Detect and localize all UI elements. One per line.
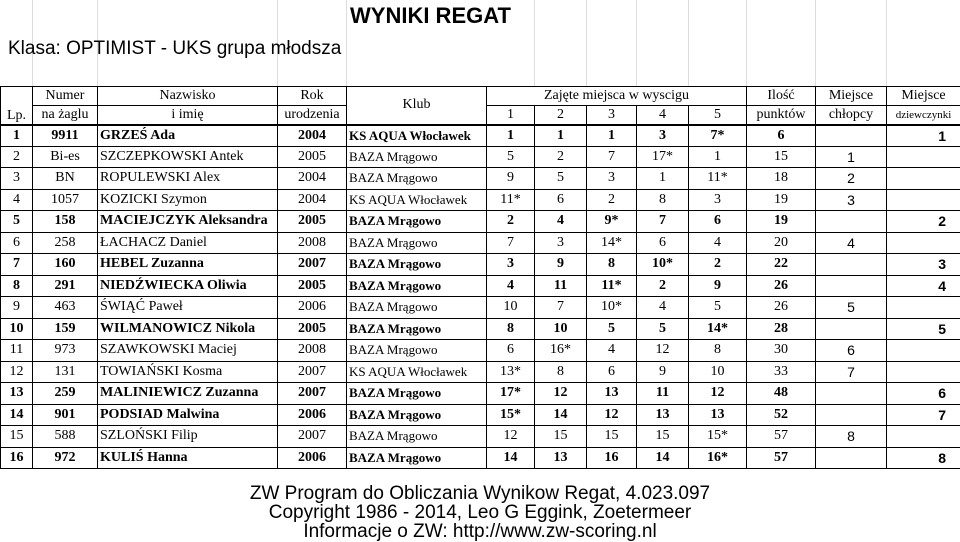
race-5-cell: 7*: [689, 125, 747, 147]
race-4-cell: 5: [637, 318, 689, 340]
boys-place-cell: 3: [816, 189, 887, 211]
race-2-cell: 2: [535, 146, 587, 168]
race-5-cell: 8: [689, 340, 747, 362]
lp-cell: 3: [1, 168, 33, 190]
boys-place-cell: 7: [816, 361, 887, 383]
year-cell: 2006: [278, 404, 347, 426]
race-4-cell: 2: [637, 275, 689, 297]
name-cell: MACIEJCZYK Aleksandra: [98, 211, 278, 233]
race-1-cell: 15*: [487, 404, 535, 426]
year-cell: 2005: [278, 146, 347, 168]
name-cell: TOWIAŃSKI Kosma: [98, 361, 278, 383]
club-cell: BAZA Mrągowo: [347, 426, 487, 448]
points-cell: 18: [747, 168, 816, 190]
girls-place-cell: [887, 426, 960, 448]
race-1-cell: 4: [487, 275, 535, 297]
lp-cell: 14: [1, 404, 33, 426]
header-nazwisko-2: i imię: [98, 106, 278, 125]
table-row: [1, 275, 960, 297]
header-race-2: 2: [535, 106, 587, 125]
race-3-cell: 15: [587, 426, 637, 448]
race-3-cell: 13: [587, 383, 637, 405]
points-cell: 57: [747, 426, 816, 448]
race-5-cell: 9: [689, 275, 747, 297]
lp-cell: 2: [1, 146, 33, 168]
table-row: [1, 383, 960, 405]
race-2-cell: 7: [535, 297, 587, 319]
footer-info: Informacje o ZW: http://www.zw-scoring.nl: [0, 522, 960, 541]
sail-number-cell: 131: [33, 361, 98, 383]
club-cell: BAZA Mrągowo: [347, 146, 487, 168]
lp-cell: 13: [1, 383, 33, 405]
race-1-cell: 5: [487, 146, 535, 168]
name-cell: HEBEL Zuzanna: [98, 254, 278, 276]
girls-place-cell: 4: [887, 275, 960, 297]
club-cell: BAZA Mrągowo: [347, 383, 487, 405]
race-3-cell: 3: [587, 168, 637, 190]
sail-number-cell: Bi-es: [33, 146, 98, 168]
race-5-cell: 14*: [689, 318, 747, 340]
lp-cell: 4: [1, 189, 33, 211]
table-row: [1, 447, 960, 469]
race-3-cell: 7: [587, 146, 637, 168]
club-cell: BAZA Mrągowo: [347, 254, 487, 276]
race-2-cell: 3: [535, 232, 587, 254]
sail-number-cell: BN: [33, 168, 98, 190]
header-miejsce-chlopcy: Miejsce: [816, 87, 887, 106]
race-1-cell: 13*: [487, 361, 535, 383]
race-5-cell: 2: [689, 254, 747, 276]
year-cell: 2007: [278, 254, 347, 276]
boys-place-cell: 4: [816, 232, 887, 254]
race-1-cell: 8: [487, 318, 535, 340]
header-miejsce-dziewczynki: Miejsce: [887, 87, 960, 106]
name-cell: SZCZEPKOWSKI Antek: [98, 146, 278, 168]
race-3-cell: 10*: [587, 297, 637, 319]
club-cell: BAZA Mrągowo: [347, 275, 487, 297]
club-cell: BAZA Mrągowo: [347, 232, 487, 254]
year-cell: 2008: [278, 340, 347, 362]
boys-place-cell: 8: [816, 426, 887, 448]
race-2-cell: 9: [535, 254, 587, 276]
race-5-cell: 13: [689, 404, 747, 426]
table-row: [1, 426, 960, 448]
race-4-cell: 13: [637, 404, 689, 426]
race-2-cell: 5: [535, 168, 587, 190]
table-row: [1, 254, 960, 276]
race-5-cell: 16*: [689, 447, 747, 469]
race-3-cell: 5: [587, 318, 637, 340]
name-cell: KOZICKI Szymon: [98, 189, 278, 211]
header-nazwisko: Nazwisko: [98, 87, 278, 106]
header-race-3: 3: [587, 106, 637, 125]
table-row: [1, 361, 960, 383]
sail-number-cell: 901: [33, 404, 98, 426]
header-race-1: 1: [487, 106, 535, 125]
header-lp: Lp.: [1, 87, 33, 125]
header-rok: Rok: [278, 87, 347, 106]
club-cell: BAZA Mrągowo: [347, 447, 487, 469]
race-3-cell: 4: [587, 340, 637, 362]
points-cell: 28: [747, 318, 816, 340]
race-3-cell: 1: [587, 125, 637, 147]
race-3-cell: 12: [587, 404, 637, 426]
points-cell: 48: [747, 383, 816, 405]
race-5-cell: 10: [689, 361, 747, 383]
girls-place-cell: [887, 340, 960, 362]
girls-place-cell: [887, 297, 960, 319]
table-row: [1, 232, 960, 254]
table-row: [1, 404, 960, 426]
race-2-cell: 16*: [535, 340, 587, 362]
footer-program: ZW Program do Obliczania Wynikow Regat, 4.023.097: [0, 484, 960, 503]
girls-place-cell: 3: [887, 254, 960, 276]
table-row: [1, 146, 960, 168]
lp-cell: 11: [1, 340, 33, 362]
boys-place-cell: [816, 254, 887, 276]
girls-place-cell: [887, 232, 960, 254]
race-4-cell: 10*: [637, 254, 689, 276]
year-cell: 2006: [278, 297, 347, 319]
girls-place-cell: 7: [887, 404, 960, 426]
girls-place-cell: 5: [887, 318, 960, 340]
points-cell: 57: [747, 447, 816, 469]
boys-place-cell: [816, 404, 887, 426]
race-3-cell: 2: [587, 189, 637, 211]
sail-number-cell: 588: [33, 426, 98, 448]
points-cell: 6: [747, 125, 816, 147]
header-numer-2: na żaglu: [33, 106, 98, 125]
name-cell: GRZEŚ Ada: [98, 125, 278, 147]
table-row: [1, 340, 960, 362]
race-2-cell: 6: [535, 189, 587, 211]
table-row: [1, 297, 960, 319]
race-5-cell: 1: [689, 146, 747, 168]
race-5-cell: 15*: [689, 426, 747, 448]
race-1-cell: 7: [487, 232, 535, 254]
points-cell: 26: [747, 275, 816, 297]
race-3-cell: 14*: [587, 232, 637, 254]
girls-place-cell: [887, 189, 960, 211]
girls-place-cell: 2: [887, 211, 960, 233]
name-cell: WILMANOWICZ Nikola: [98, 318, 278, 340]
race-3-cell: 16: [587, 447, 637, 469]
race-1-cell: 12: [487, 426, 535, 448]
table-row: [1, 318, 960, 340]
header-numer: Numer: [33, 87, 98, 106]
race-2-cell: 8: [535, 361, 587, 383]
name-cell: NIEDŹWIECKA Oliwia: [98, 275, 278, 297]
boys-place-cell: [816, 211, 887, 233]
race-3-cell: 8: [587, 254, 637, 276]
race-1-cell: 6: [487, 340, 535, 362]
race-3-cell: 11*: [587, 275, 637, 297]
race-5-cell: 3: [689, 189, 747, 211]
girls-place-cell: 8: [887, 447, 960, 469]
lp-cell: 16: [1, 447, 33, 469]
race-4-cell: 9: [637, 361, 689, 383]
points-cell: 20: [747, 232, 816, 254]
race-4-cell: 12: [637, 340, 689, 362]
race-1-cell: 11*: [487, 189, 535, 211]
race-2-cell: 12: [535, 383, 587, 405]
sail-number-cell: 972: [33, 447, 98, 469]
header-chlopcy: chłopcy: [816, 106, 887, 125]
year-cell: 2007: [278, 426, 347, 448]
lp-cell: 12: [1, 361, 33, 383]
footer-copyright: Copyright 1986 - 2014, Leo G Eggink, Zoetermeer: [0, 503, 960, 522]
year-cell: 2007: [278, 361, 347, 383]
header-rok-2: urodzenia: [278, 106, 347, 125]
lp-cell: 6: [1, 232, 33, 254]
lp-cell: 15: [1, 426, 33, 448]
race-4-cell: 1: [637, 168, 689, 190]
table-row: [1, 168, 960, 190]
race-5-cell: 11*: [689, 168, 747, 190]
race-2-cell: 4: [535, 211, 587, 233]
race-2-cell: 11: [535, 275, 587, 297]
race-1-cell: 9: [487, 168, 535, 190]
race-4-cell: 15: [637, 426, 689, 448]
race-4-cell: 17*: [637, 146, 689, 168]
header-race-5: 5: [689, 106, 747, 125]
race-3-cell: 6: [587, 361, 637, 383]
name-cell: ŚWIĄĆ Paweł: [98, 297, 278, 319]
name-cell: KULIŚ Hanna: [98, 447, 278, 469]
points-cell: 52: [747, 404, 816, 426]
race-3-cell: 9*: [587, 211, 637, 233]
header-ilosc-2: punktów: [747, 106, 816, 125]
header-race-4: 4: [637, 106, 689, 125]
class-label: Klasa: OPTIMIST - UKS grupa młodsza: [8, 37, 341, 60]
sail-number-cell: 159: [33, 318, 98, 340]
year-cell: 2004: [278, 189, 347, 211]
boys-place-cell: [816, 383, 887, 405]
race-5-cell: 6: [689, 211, 747, 233]
year-cell: 2004: [278, 125, 347, 147]
header-klub: Klub: [347, 87, 487, 125]
sail-number-cell: 973: [33, 340, 98, 362]
boys-place-cell: 2: [816, 168, 887, 190]
name-cell: ŁACHACZ Daniel: [98, 232, 278, 254]
lp-cell: 9: [1, 297, 33, 319]
name-cell: MALINIEWICZ Zuzanna: [98, 383, 278, 405]
header-ilosc: Ilość: [747, 87, 816, 106]
lp-cell: 8: [1, 275, 33, 297]
year-cell: 2007: [278, 383, 347, 405]
header-dziewczynki: dziewczynki: [887, 106, 960, 125]
race-1-cell: 3: [487, 254, 535, 276]
lp-cell: 1: [1, 125, 33, 147]
club-cell: BAZA Mrągowo: [347, 340, 487, 362]
race-4-cell: 7: [637, 211, 689, 233]
race-5-cell: 4: [689, 232, 747, 254]
club-cell: BAZA Mrągowo: [347, 297, 487, 319]
sail-number-cell: 291: [33, 275, 98, 297]
race-4-cell: 8: [637, 189, 689, 211]
table-row: [1, 125, 960, 147]
club-cell: BAZA Mrągowo: [347, 168, 487, 190]
club-cell: BAZA Mrągowo: [347, 318, 487, 340]
page-title: WYNIKI REGAT: [350, 3, 511, 29]
race-1-cell: 1: [487, 125, 535, 147]
race-4-cell: 4: [637, 297, 689, 319]
points-cell: 30: [747, 340, 816, 362]
girls-place-cell: [887, 146, 960, 168]
year-cell: 2008: [278, 232, 347, 254]
race-4-cell: 14: [637, 447, 689, 469]
club-cell: KS AQUA Włocławek: [347, 189, 487, 211]
boys-place-cell: [816, 125, 887, 147]
race-5-cell: 12: [689, 383, 747, 405]
race-1-cell: 2: [487, 211, 535, 233]
race-4-cell: 6: [637, 232, 689, 254]
points-cell: 19: [747, 211, 816, 233]
boys-place-cell: 1: [816, 146, 887, 168]
points-cell: 22: [747, 254, 816, 276]
club-cell: KS AQUA Włocławek: [347, 125, 487, 147]
race-1-cell: 14: [487, 447, 535, 469]
name-cell: SZAWKOWSKI Maciej: [98, 340, 278, 362]
race-4-cell: 11: [637, 383, 689, 405]
year-cell: 2004: [278, 168, 347, 190]
race-2-cell: 14: [535, 404, 587, 426]
boys-place-cell: [816, 318, 887, 340]
points-cell: 15: [747, 146, 816, 168]
year-cell: 2006: [278, 447, 347, 469]
boys-place-cell: [816, 275, 887, 297]
table-row: [1, 211, 960, 233]
name-cell: ROPULEWSKI Alex: [98, 168, 278, 190]
club-cell: BAZA Mrągowo: [347, 404, 487, 426]
race-1-cell: 10: [487, 297, 535, 319]
lp-cell: 7: [1, 254, 33, 276]
year-cell: 2005: [278, 275, 347, 297]
sail-number-cell: 9911: [33, 125, 98, 147]
girls-place-cell: [887, 168, 960, 190]
race-1-cell: 17*: [487, 383, 535, 405]
sail-number-cell: 463: [33, 297, 98, 319]
sail-number-cell: 160: [33, 254, 98, 276]
race-2-cell: 15: [535, 426, 587, 448]
year-cell: 2005: [278, 318, 347, 340]
name-cell: PODSIAD Malwina: [98, 404, 278, 426]
lp-cell: 10: [1, 318, 33, 340]
results-table: [0, 86, 960, 469]
race-5-cell: 5: [689, 297, 747, 319]
race-2-cell: 13: [535, 447, 587, 469]
table-row: [1, 189, 960, 211]
boys-place-cell: 5: [816, 297, 887, 319]
boys-place-cell: 6: [816, 340, 887, 362]
sail-number-cell: 258: [33, 232, 98, 254]
club-cell: KS AQUA Włocławek: [347, 361, 487, 383]
club-cell: BAZA Mrągowo: [347, 211, 487, 233]
footer: [0, 484, 960, 541]
girls-place-cell: 1: [887, 125, 960, 147]
girls-place-cell: [887, 361, 960, 383]
race-2-cell: 1: [535, 125, 587, 147]
points-cell: 33: [747, 361, 816, 383]
sail-number-cell: 1057: [33, 189, 98, 211]
lp-cell: 5: [1, 211, 33, 233]
race-4-cell: 3: [637, 125, 689, 147]
race-2-cell: 10: [535, 318, 587, 340]
points-cell: 19: [747, 189, 816, 211]
boys-place-cell: [816, 447, 887, 469]
points-cell: 26: [747, 297, 816, 319]
year-cell: 2005: [278, 211, 347, 233]
name-cell: SZLOŃSKI Filip: [98, 426, 278, 448]
header-races: Zajęte miejsca w wyscigu: [487, 87, 747, 106]
sail-number-cell: 259: [33, 383, 98, 405]
sail-number-cell: 158: [33, 211, 98, 233]
girls-place-cell: 6: [887, 383, 960, 405]
